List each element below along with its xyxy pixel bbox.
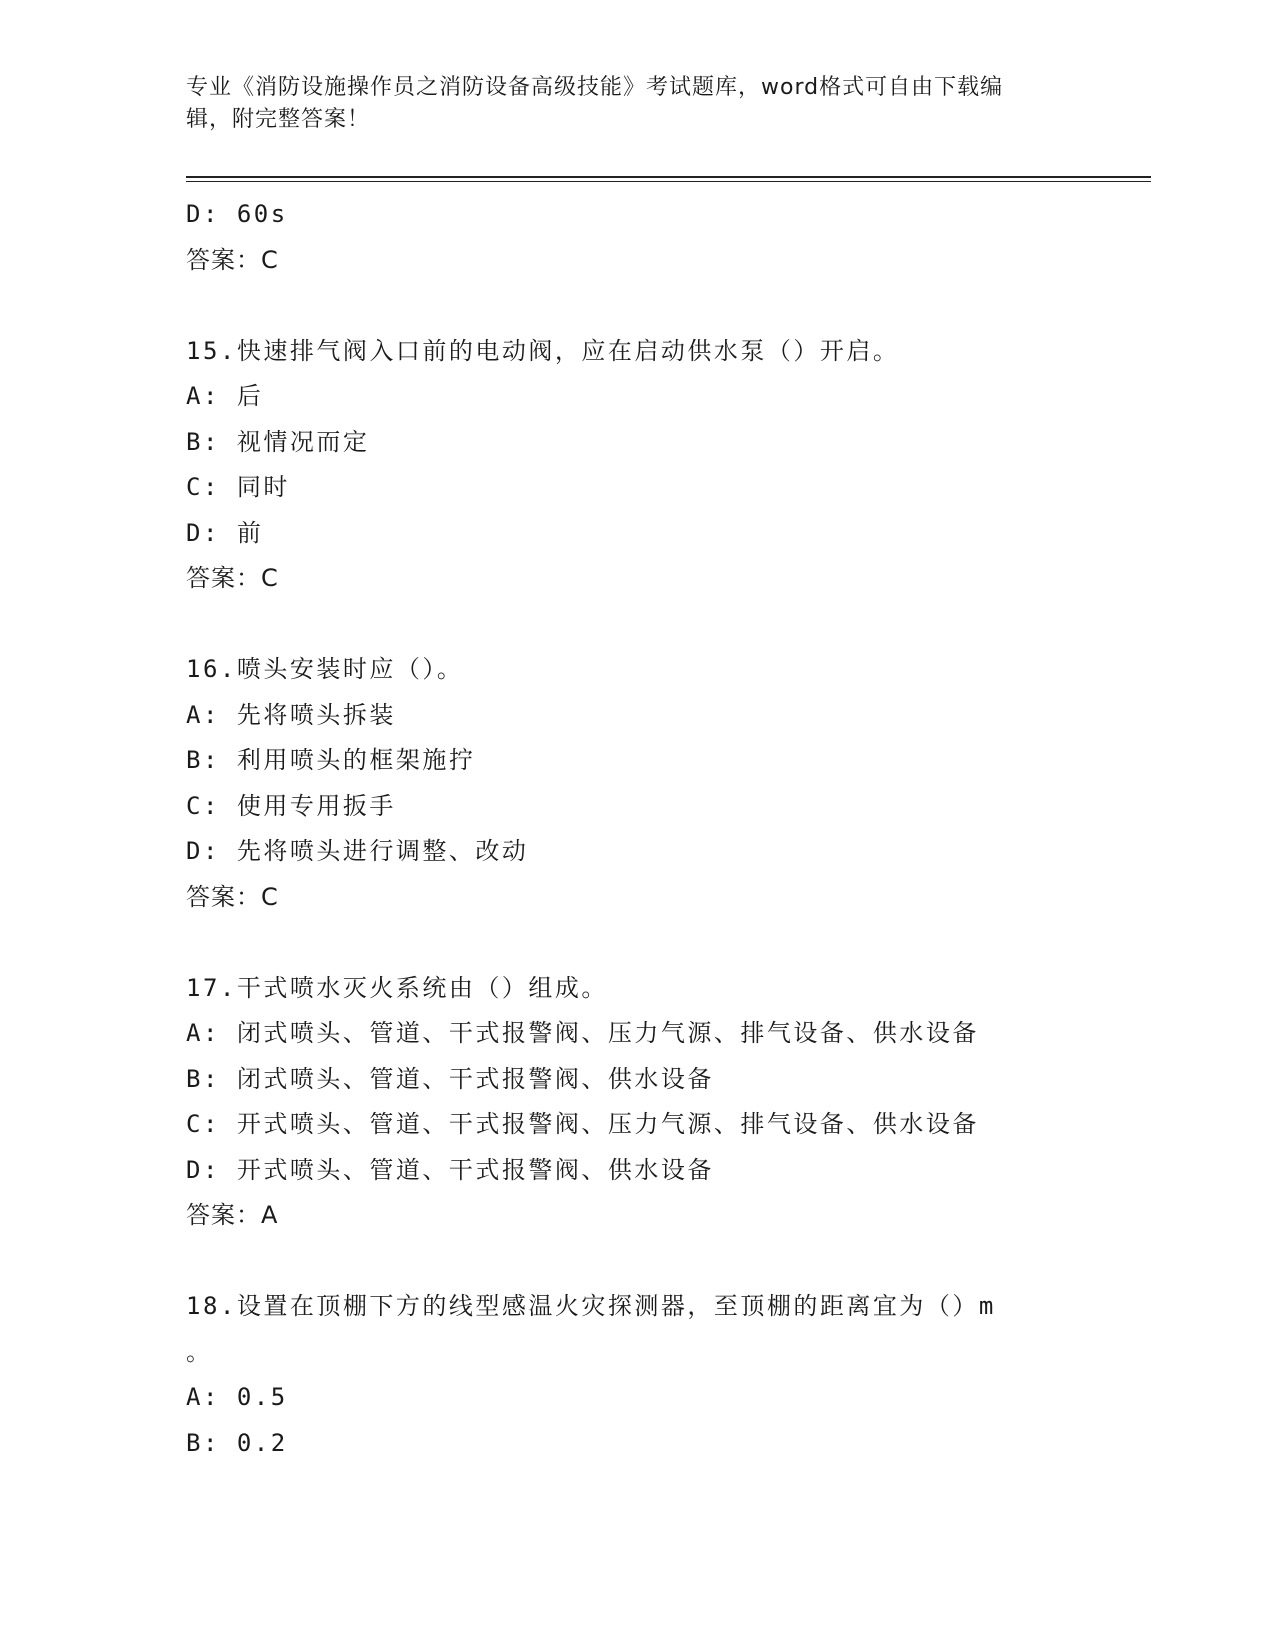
document-header <box>186 72 1086 136</box>
option-c: C: 同时 <box>186 473 290 501</box>
option-d: D: 先将喷头进行调整、改动 <box>186 837 529 865</box>
option-d: D: 60s <box>186 200 288 228</box>
header-line-1: 专业《消防设施操作员之消防设备高级技能》考试题库，word格式可自由下载编 <box>186 75 1004 100</box>
question-stem-continuation: 。 <box>186 1337 213 1366</box>
option-a: A: 先将喷头拆装 <box>186 700 396 729</box>
option-c: C: 使用专用扳手 <box>186 791 396 820</box>
question-stem: 16.喷头安装时应（）。 <box>186 655 464 683</box>
question-17 <box>186 966 1151 1239</box>
answer: 答案：A <box>186 1201 279 1229</box>
answer: 答案：C <box>186 245 279 274</box>
header-divider-thin <box>186 181 1151 182</box>
answer: 答案：C <box>186 564 279 592</box>
option-a: A: 闭式喷头、管道、干式报警阀、压力气源、排气设备、供水设备 <box>186 1019 979 1047</box>
header-divider-thick <box>186 176 1151 178</box>
option-b: B: 闭式喷头、管道、干式报警阀、供水设备 <box>186 1064 714 1093</box>
question-18 <box>186 1284 1151 1466</box>
option-b: B: 视情况而定 <box>186 427 370 456</box>
answer: 答案：C <box>186 882 279 911</box>
option-d: D: 开式喷头、管道、干式报警阀、供水设备 <box>186 1155 714 1184</box>
option-c: C: 开式喷头、管道、干式报警阀、压力气源、排气设备、供水设备 <box>186 1110 979 1138</box>
option-a: A: 后 <box>186 382 264 410</box>
question-15 <box>186 329 1151 602</box>
question-stem: 17.干式喷水灭火系统由（）组成。 <box>186 973 608 1002</box>
option-b: B: 利用喷头的框架施拧 <box>186 746 476 774</box>
question-stem: 18.设置在顶棚下方的线型感温火灾探测器，至顶棚的距离宜为（）m <box>186 1292 996 1320</box>
option-b: B: 0.2 <box>186 1428 288 1457</box>
question-content <box>186 192 1151 1466</box>
option-a: A: 0.5 <box>186 1383 288 1411</box>
question-stem: 15.快速排气阀入口前的电动阀，应在启动供水泵（）开启。 <box>186 336 900 365</box>
header-line-2: 辑，附完整答案！ <box>186 107 371 132</box>
question-16 <box>186 647 1151 920</box>
option-d: D: 前 <box>186 518 264 547</box>
